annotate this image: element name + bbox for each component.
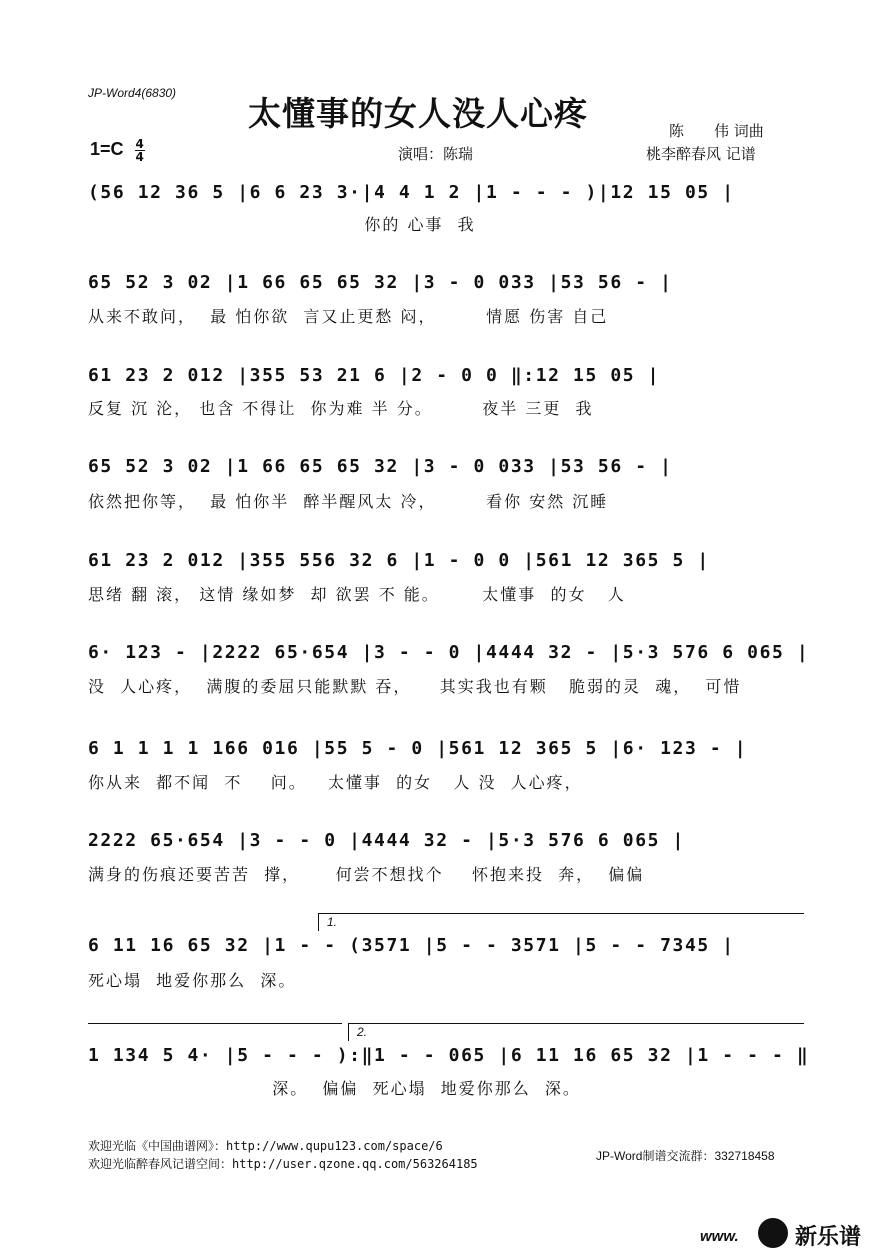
volta-1-label: 1. (327, 915, 338, 929)
volta-2-bracket (348, 1023, 804, 1024)
notes-line-7: 6 1 1 1 1 166 016 |55 5 - 0 |561 12 365 5 |6· 123 - | (88, 738, 748, 759)
key-label: 1=C (90, 139, 124, 159)
notes-line-4: 65 52 3 02 |1 66 65 65 32 |3 - 0 033 |53 56 - | (88, 456, 673, 477)
notes-line-10: 1 134 5 4· |5 - - - ):‖1 - - 065 |6 11 16 65 32 |1 - - - ‖ (88, 1045, 810, 1066)
lyrics-line-8: 满身的伤痕还要苦苦 撑， 何尝不想找个 怀抱来投 奔， 偏偏 (88, 865, 645, 884)
lyrics-line-9: 死心塌 地爱你那么 深。 (88, 971, 297, 990)
time-bottom: 4 (135, 150, 144, 164)
time-top: 4 (135, 137, 144, 151)
repeat-bracket-top (88, 1023, 342, 1024)
singer-credit: 演唱：陈瑞 (398, 145, 474, 163)
watermark-brand: 新乐谱 (795, 1225, 862, 1250)
volta-1-edge (318, 913, 319, 931)
volta-2-edge (348, 1023, 349, 1041)
lyrics-line-1: 你的 心事 我 (88, 215, 476, 234)
footer-line-1: 欢迎光临《中国曲谱网》：http://www.qupu123.com/space/6 (88, 1139, 443, 1153)
footer-qq-group: JP-Word制谱交流群：332718458 (596, 1149, 775, 1163)
notes-line-8: 2222 65·654 |3 - - 0 |4444 32 - |5·3 576 6 065 | (88, 830, 685, 851)
key-signature (90, 138, 145, 163)
composer-credit: 陈 伟 词曲 (669, 122, 764, 140)
notes-line-3: 61 23 2 012 |355 53 21 6 |2 - 0 0 ‖:12 15 05 | (88, 365, 661, 386)
notes-line-9: 6 11 16 65 32 |1 - - (3571 |5 - - 3571 |5 - - 7345 | (88, 935, 735, 956)
footer-line-2: 欢迎光临醉春风记谱空间：http://user.qzone.qq.com/563264185 (88, 1157, 478, 1171)
lyrics-line-7: 你从来 都不闻 不 问。 太懂事 的女 人 没 人心疼， (88, 773, 583, 792)
lyrics-line-10: 深。 偏偏 死心塌 地爱你那么 深。 (88, 1079, 581, 1098)
notes-line-2: 65 52 3 02 |1 66 65 65 32 |3 - 0 033 |53 56 - | (88, 272, 673, 293)
lyrics-line-4: 依然把你等， 最 怕你半 醉半醒风太 冷， 看你 安然 沉睡 (88, 492, 609, 511)
notes-line-6: 6· 123 - |2222 65·654 |3 - - 0 |4444 32 - |5·3 576 6 065 | (88, 642, 810, 663)
lyrics-line-2: 从来不敢问， 最 怕你欲 言又止更愁 闷， 情愿 伤害 自己 (88, 307, 609, 326)
volta-2-label: 2. (357, 1025, 368, 1039)
transcriber-credit: 桃李醉春风 记谱 (646, 145, 756, 163)
time-signature (135, 138, 145, 163)
watermark-www: www. (700, 1228, 739, 1245)
logo-icon (758, 1218, 788, 1248)
song-title: 太懂事的女人没人心疼 (248, 94, 588, 133)
lyrics-line-6: 没 人心疼， 满腹的委屈只能默默 吞， 其实我也有颗 脆弱的灵 魂， 可惜 (88, 677, 742, 696)
lyrics-line-5: 思绪 翻 滚， 这情 缘如梦 却 欲罢 不 能。 太懂事 的女 人 (88, 585, 626, 604)
notes-line-5: 61 23 2 012 |355 556 32 6 |1 - 0 0 |561 12 365 5 | (88, 550, 710, 571)
notes-line-1: (56 12 36 5 |6 6 23 3·|4 4 1 2 |1 - - - )|12 15 05 | (88, 182, 735, 203)
lyrics-line-3: 反复 沉 沦， 也含 不得让 你为难 半 分。 夜半 三更 我 (88, 399, 594, 418)
software-tag: JP-Word4(6830) (88, 86, 177, 100)
volta-1-bracket (318, 913, 804, 914)
